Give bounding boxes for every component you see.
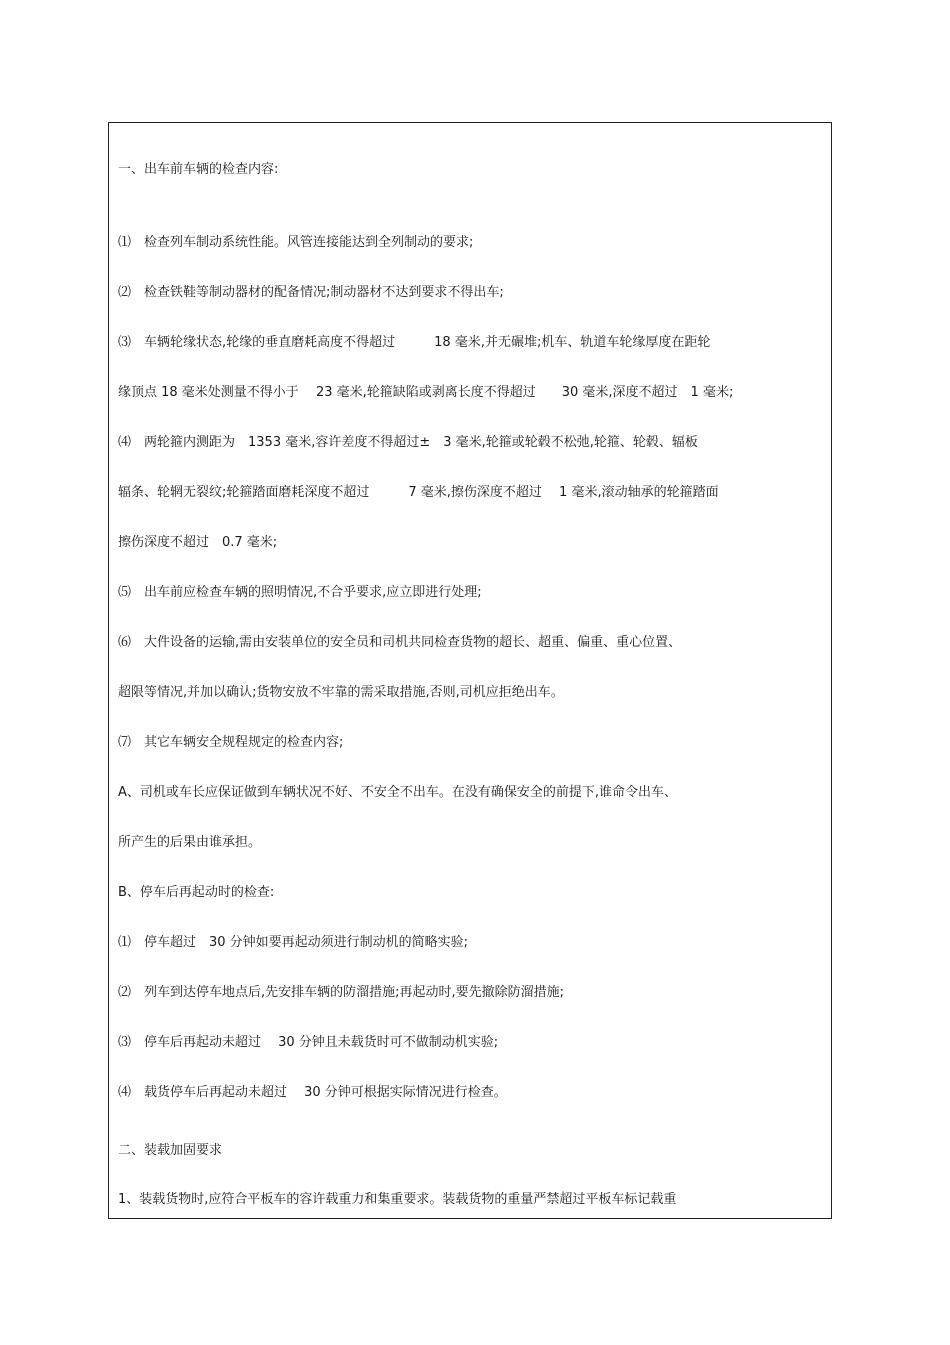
paragraph-line: 超限等情况,并加以确认;货物安放不牢靠的需采取措施,否则,司机应拒绝出车。 bbox=[118, 685, 564, 700]
section-heading-inspection: 一、出车前车辆的检查内容: bbox=[118, 162, 279, 177]
paragraph-line: ⑷ 两轮箍内测距为 1353 毫米,容许差度不得超过± 3 毫米,轮箍或轮毂不松弛,轮箍、轮毂、辐板 bbox=[118, 435, 698, 450]
paragraph-line: 1、装载货物时,应符合平板车的容许载重力和集重要求。装载货物的重量严禁超过平板车标记载重 bbox=[118, 1192, 677, 1207]
paragraph-line: ⑷ 载货停车后再起动未超过 30 分钟可根据实际情况进行检查。 bbox=[118, 1085, 507, 1100]
paragraph-line: ⑵ 列车到达停车地点后,先安排车辆的防溜措施;再起动时,要先撤除防溜措施; bbox=[118, 985, 565, 1000]
paragraph-line: ⑹ 大件设备的运输,需由安装单位的安全员和司机共同检查货物的超长、超重、偏重、重心位置、 bbox=[118, 635, 682, 650]
paragraph-line: ⑴ 检查列车制动系统性能。风管连接能达到全列制动的要求; bbox=[118, 235, 474, 250]
section-heading-loading: 二、装载加固要求 bbox=[118, 1143, 223, 1158]
paragraph-line: 辐条、轮辋无裂纹;轮箍踏面磨耗深度不超过 7 毫米,擦伤深度不超过 1 毫米,滚动轴承的轮箍踏面 bbox=[118, 485, 719, 500]
paragraph-line: ⑶ 停车后再起动未超过 30 分钟且未载货时可不做制动机实验; bbox=[118, 1035, 499, 1050]
subheading-restart-check: B、停车后再起动时的检查: bbox=[118, 885, 275, 900]
paragraph-line: ⑺ 其它车辆安全规程规定的检查内容; bbox=[118, 735, 344, 750]
paragraph-line: 擦伤深度不超过 0.7 毫米; bbox=[118, 535, 278, 550]
paragraph-line: ⑴ 停车超过 30 分钟如要再起动须进行制动机的简略实验; bbox=[118, 935, 469, 950]
paragraph-line: ⑵ 检查铁鞋等制动器材的配备情况;制动器材不达到要求不得出车; bbox=[118, 285, 504, 300]
paragraph-line: A、司机或车长应保证做到车辆状况不好、不安全不出车。在没有确保安全的前提下,谁命令出车、 bbox=[118, 785, 678, 800]
paragraph-line: 缘顶点 18 毫米处测量不得小于 23 毫米,轮箍缺陷或剥离长度不得超过 30 毫米,深度不超过 1 毫米; bbox=[118, 385, 734, 400]
paragraph-line: ⑶ 车辆轮缘状态,轮缘的垂直磨耗高度不得超过 18 毫米,并无碾堆;机车、轨道车轮缘厚度在距轮 bbox=[118, 335, 711, 350]
paragraph-line: ⑸ 出车前应检查车辆的照明情况,不合乎要求,应立即进行处理; bbox=[118, 585, 482, 600]
paragraph-line: 所产生的后果由谁承担。 bbox=[118, 835, 262, 850]
